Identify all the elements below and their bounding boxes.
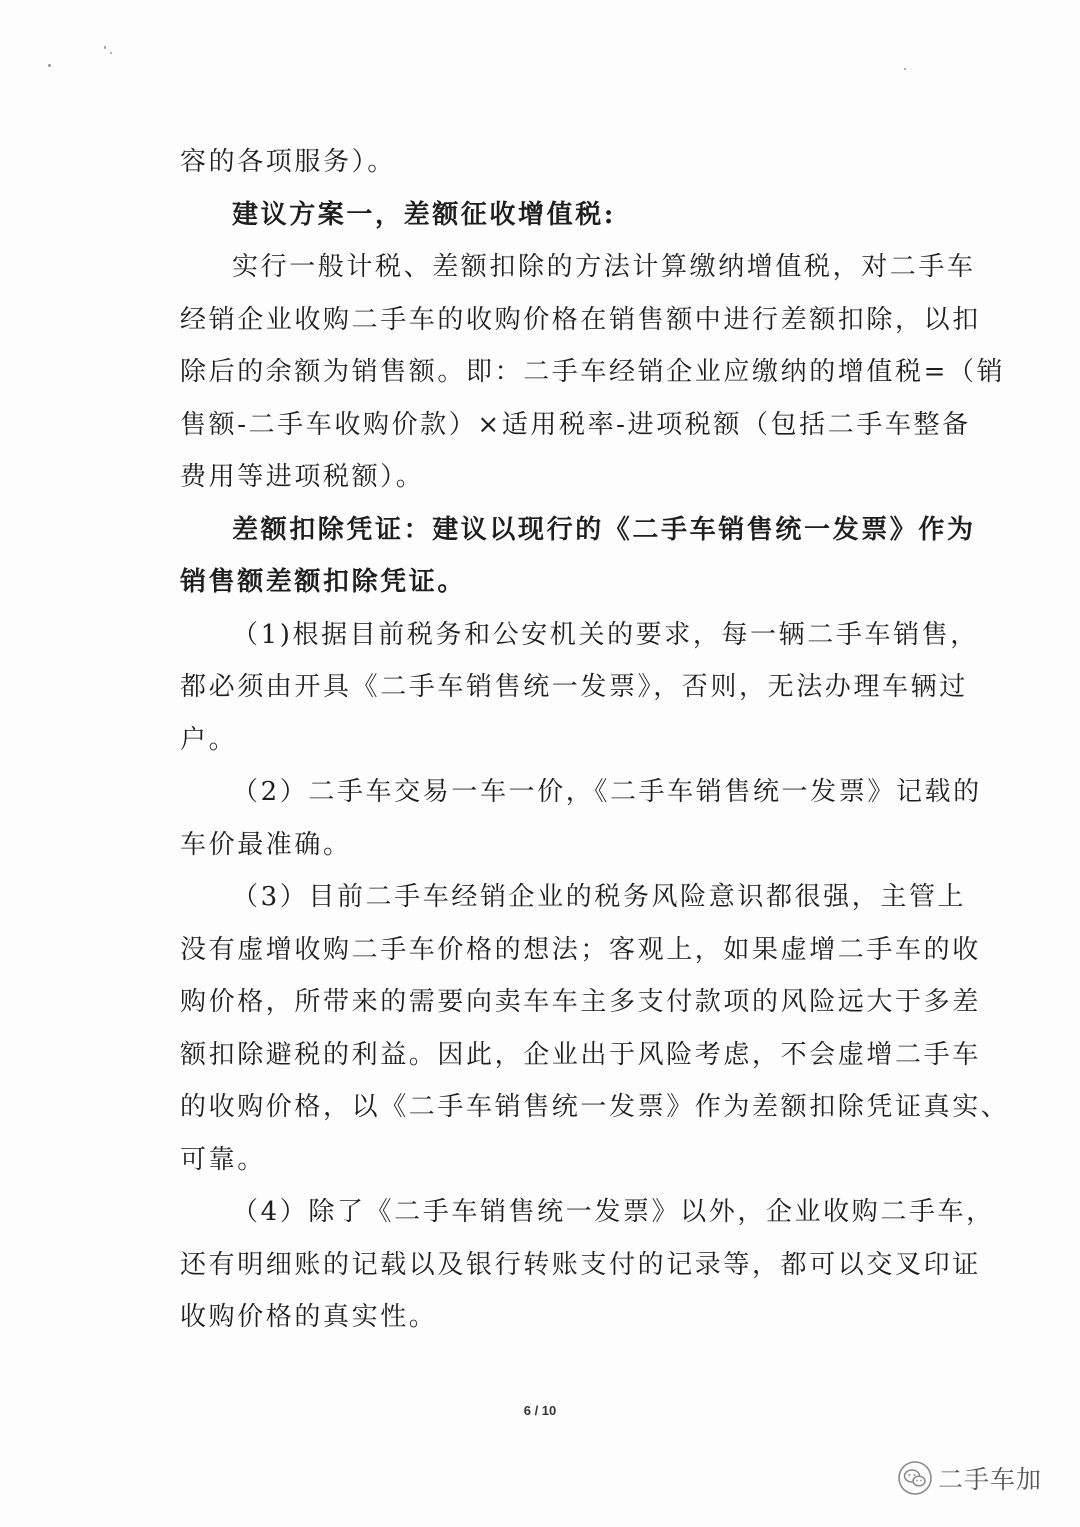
list-item-4: （4）除了《二手车销售统一发票》以外，企业收购二手车， [232, 1197, 995, 1227]
list-item-4: 还有明细账的记载以及银行转账支付的记录等，都可以交叉印证 [180, 1249, 981, 1280]
list-item-3: （3）目前二手车经销企业的税务风险意识都很强，主管上 [232, 882, 967, 912]
paragraph-line: 除后的余额为销售额。即：二手车经销企业应缴纳的增值税=（销 [180, 357, 1006, 387]
list-item-3: 的收购价格，以《二手车销售统一发票》作为差额扣除凭证真实、 [180, 1092, 1010, 1122]
section-heading-deduction-voucher: 销售额差额扣除凭证。 [180, 567, 467, 597]
paragraph-line: 售额-二手车收购价款）×适用税率-进项税额（包括二手车整备 [180, 409, 971, 440]
section-heading-deduction-voucher: 差额扣除凭证：建议以现行的《二手车销售统一发票》作为 [232, 514, 976, 545]
list-item-3: 可靠。 [180, 1144, 266, 1175]
paragraph-line: 容的各项服务）。 [180, 147, 396, 177]
document-body [180, 136, 1010, 1344]
paragraph-line: 实行一般计税、差额扣除的方法计算缴纳增值税，对二手车 [232, 252, 976, 282]
scan-speck [104, 46, 106, 49]
list-item-2: （2）二手车交易一车一价，《二手车销售统一发票》记载的 [232, 777, 982, 807]
list-item-2: 车价最准确。 [180, 829, 352, 860]
list-item-1: （1)根据目前税务和公安机关的要求，每一辆二手车销售， [232, 619, 979, 650]
list-item-1: 户。 [180, 724, 238, 755]
wechat-icon [898, 1461, 932, 1495]
section-heading-scheme-one: 建议方案一，差额征收增值税: [232, 199, 616, 230]
list-item-1: 都必须由开具《二手车销售统一发票》，否则，无法办理车辆过 [180, 672, 968, 702]
scan-speck [904, 68, 906, 70]
scan-speck [48, 64, 51, 67]
watermark [898, 1456, 1042, 1500]
page-number: 6 / 10 [523, 1403, 557, 1418]
scan-speck [110, 52, 112, 54]
watermark-text: 二手车加 [938, 1465, 1043, 1494]
list-item-3: 额扣除避税的利益。因此，企业出于风险考虑，不会虚增二手车 [180, 1039, 981, 1070]
paragraph-line: 经销企业收购二手车的收购价格在销售额中进行差额扣除，以扣 [180, 304, 981, 335]
list-item-3: 没有虚增收购二手车价格的想法；客观上，如果虚增二手车的收 [180, 934, 981, 965]
list-item-3: 购价格，所带来的需要向卖车车主多支付款项的风险远大于多差 [180, 987, 981, 1017]
list-item-4: 收购价格的真实性。 [180, 1302, 438, 1332]
paragraph-line: 费用等进项税额）。 [180, 462, 425, 492]
